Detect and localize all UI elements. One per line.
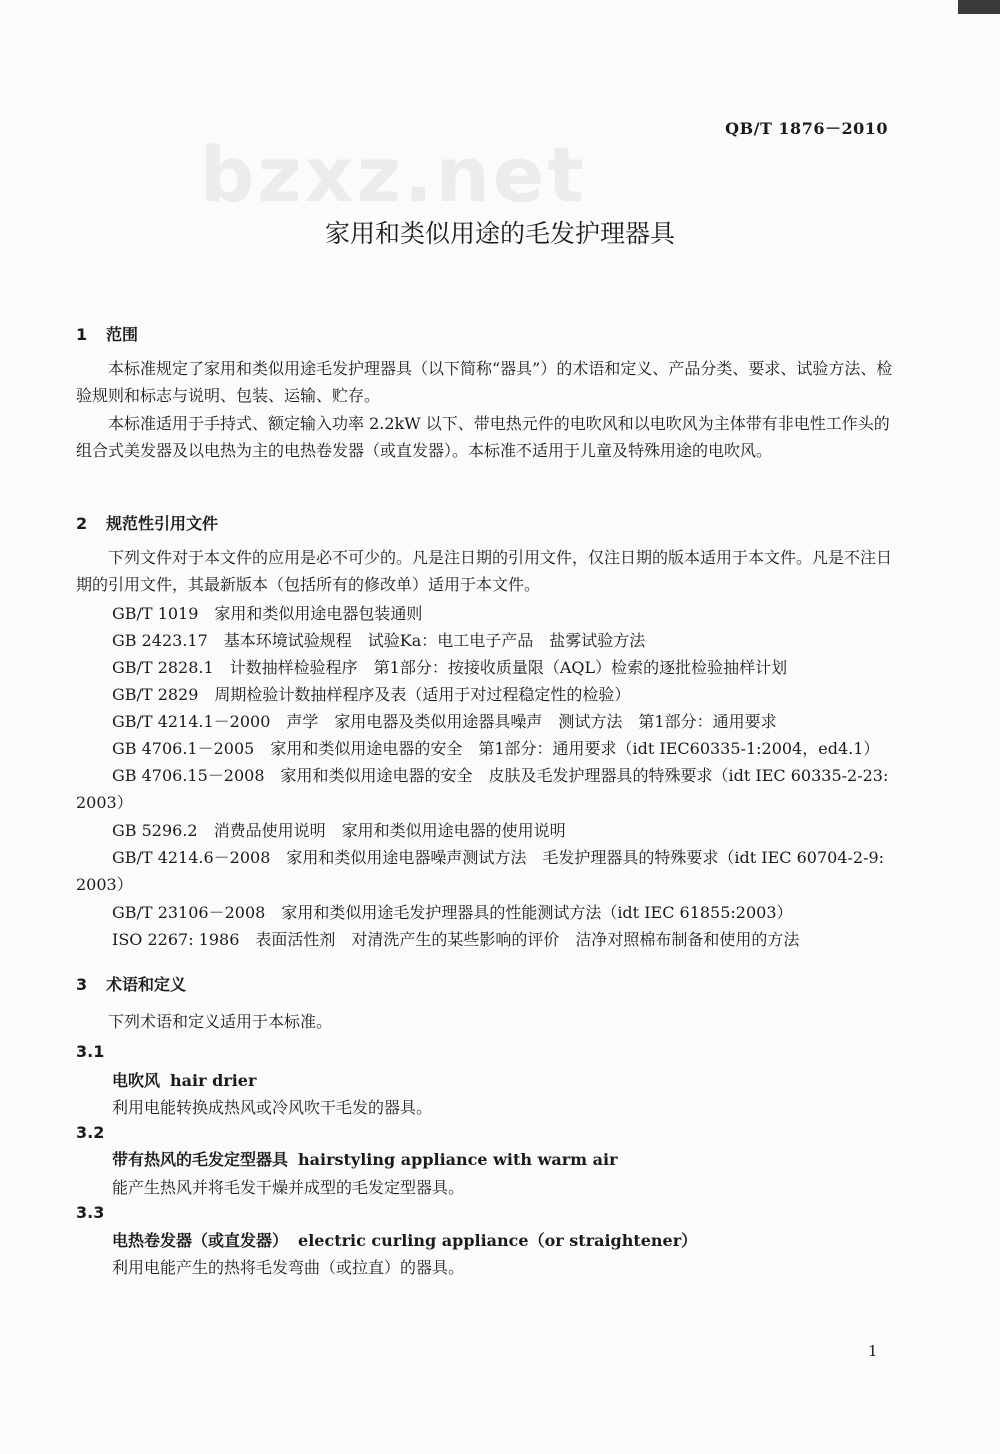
standard-number: QB/T 1876－2010 bbox=[725, 119, 888, 138]
reference-item bbox=[76, 762, 898, 816]
section-1-paragraph-2: 本标准适用于手持式、额定输入功率 2.2kW 以下、带电热元件的电吹风和以电吹风为主体带有非电性工作头的组合式美发器及以电热为主的电热卷发器（或直发器）。本标准不适用于儿童及特殊用途的电吹风。 bbox=[76, 414, 890, 460]
section-title: 范围 bbox=[106, 325, 139, 344]
reference-code: GB/T 2829 bbox=[112, 685, 199, 704]
term-heading bbox=[112, 1147, 618, 1170]
section-number: 2 bbox=[76, 514, 88, 533]
term-number: 3.2 bbox=[76, 1123, 105, 1142]
section-3-intro: 下列术语和定义适用于本标准。 bbox=[108, 1012, 333, 1031]
reference-item bbox=[112, 600, 902, 627]
page-number: 1 bbox=[868, 1342, 878, 1360]
reference-code: GB/T 2828.1 bbox=[112, 658, 214, 677]
reference-title: 家用和类似用途电器的安全 第1部分：通用要求（idt IEC60335-1:2004，ed4.1） bbox=[270, 739, 880, 758]
term-number: 3.1 bbox=[76, 1042, 105, 1061]
reference-title: 家用和类似用途电器噪声测试方法 毛发护理器具的特殊要求（idt IEC 60704-2-9: 2003） bbox=[76, 848, 885, 894]
term-heading bbox=[112, 1068, 256, 1091]
reference-item bbox=[76, 844, 898, 898]
reference-title: 计数抽样检验程序 第1部分：按接收质量限（AQL）检索的逐批检验抽样计划 bbox=[229, 658, 788, 677]
section-2-intro: 下列文件对于本文件的应用是必不可少的。凡是注日期的引用文件，仅注日期的版本适用于本文件。凡是不注日期的引用文件，其最新版本（包括所有的修改单）适用于本文件。 bbox=[76, 548, 893, 594]
term-definition: 利用电能产生的热将毛发弯曲（或拉直）的器具。 bbox=[112, 1258, 465, 1277]
term-zh: 电热卷发器（或直发器） bbox=[112, 1231, 289, 1250]
reference-item bbox=[112, 817, 902, 844]
term-definition: 能产生热风并将毛发干燥并成型的毛发定型器具。 bbox=[112, 1178, 465, 1197]
reference-item bbox=[112, 735, 902, 762]
reference-code: GB/T 1019 bbox=[112, 604, 199, 623]
reference-item bbox=[112, 654, 902, 681]
term-en: hair drier bbox=[170, 1071, 257, 1090]
reference-title: 基本环境试验规程 试验Ka：电工电子产品 盐雾试验方法 bbox=[223, 631, 646, 650]
reference-title: 表面活性剂 对清洗产生的某些影响的评价 洁净对照棉布制备和使用的方法 bbox=[255, 930, 800, 949]
reference-item bbox=[112, 708, 902, 735]
document-title: 家用和类似用途的毛发护理器具 bbox=[324, 219, 675, 248]
reference-title: 消费品使用说明 家用和类似用途电器的使用说明 bbox=[213, 821, 566, 840]
section-3-heading bbox=[76, 972, 186, 995]
term-zh: 电吹风 bbox=[112, 1071, 161, 1090]
section-2-heading bbox=[76, 511, 218, 534]
term-heading bbox=[112, 1228, 697, 1251]
reference-title: 声学 家用电器及类似用途器具噪声 测试方法 第1部分：通用要求 bbox=[286, 712, 777, 731]
term-definition: 利用电能转换成热风或冷风吹干毛发的器具。 bbox=[112, 1098, 433, 1117]
reference-item bbox=[112, 681, 902, 708]
reference-code: GB/T 23106－2008 bbox=[112, 903, 266, 922]
reference-title: 周期检验计数抽样程序及表（适用于对过程稳定性的检验） bbox=[214, 685, 631, 704]
section-number: 3 bbox=[76, 975, 88, 994]
watermark: bzxz.net bbox=[200, 130, 587, 219]
section-title: 规范性引用文件 bbox=[106, 514, 219, 533]
term-zh: 带有热风的毛发定型器具 bbox=[112, 1150, 289, 1169]
reference-code: GB 4706.15－2008 bbox=[112, 766, 265, 785]
reference-code: GB 4706.1－2005 bbox=[112, 739, 255, 758]
reference-item bbox=[112, 899, 902, 926]
term-number: 3.3 bbox=[76, 1203, 105, 1222]
reference-item bbox=[112, 926, 902, 953]
section-title: 术语和定义 bbox=[106, 975, 187, 994]
section-number: 1 bbox=[76, 325, 88, 344]
section-1-paragraph-1: 本标准规定了家用和类似用途毛发护理器具（以下简称“器具”）的术语和定义、产品分类、要求、试验方法、检验规则和标志与说明、包装、运输、贮存。 bbox=[76, 359, 893, 405]
term-en: hairstyling appliance with warm air bbox=[298, 1150, 618, 1169]
reference-code: GB 2423.17 bbox=[112, 631, 208, 650]
reference-item bbox=[112, 627, 902, 654]
reference-title: 家用和类似用途电器的安全 皮肤及毛发护理器具的特殊要求（idt IEC 60335-2-23: 2003） bbox=[76, 766, 889, 812]
reference-code: GB/T 4214.6－2008 bbox=[112, 848, 271, 867]
reference-title: 家用和类似用途电器包装通则 bbox=[214, 604, 423, 623]
reference-code: GB/T 4214.1－2000 bbox=[112, 712, 271, 731]
term-en: electric curling appliance（or straightener） bbox=[298, 1231, 698, 1250]
scan-corner-mark bbox=[958, 0, 1000, 14]
reference-title: 家用和类似用途毛发护理器具的性能测试方法（idt IEC 61855:2003） bbox=[281, 903, 793, 922]
reference-code: GB 5296.2 bbox=[112, 821, 198, 840]
section-1-heading bbox=[76, 322, 138, 345]
reference-code: ISO 2267: 1986 bbox=[112, 930, 240, 949]
